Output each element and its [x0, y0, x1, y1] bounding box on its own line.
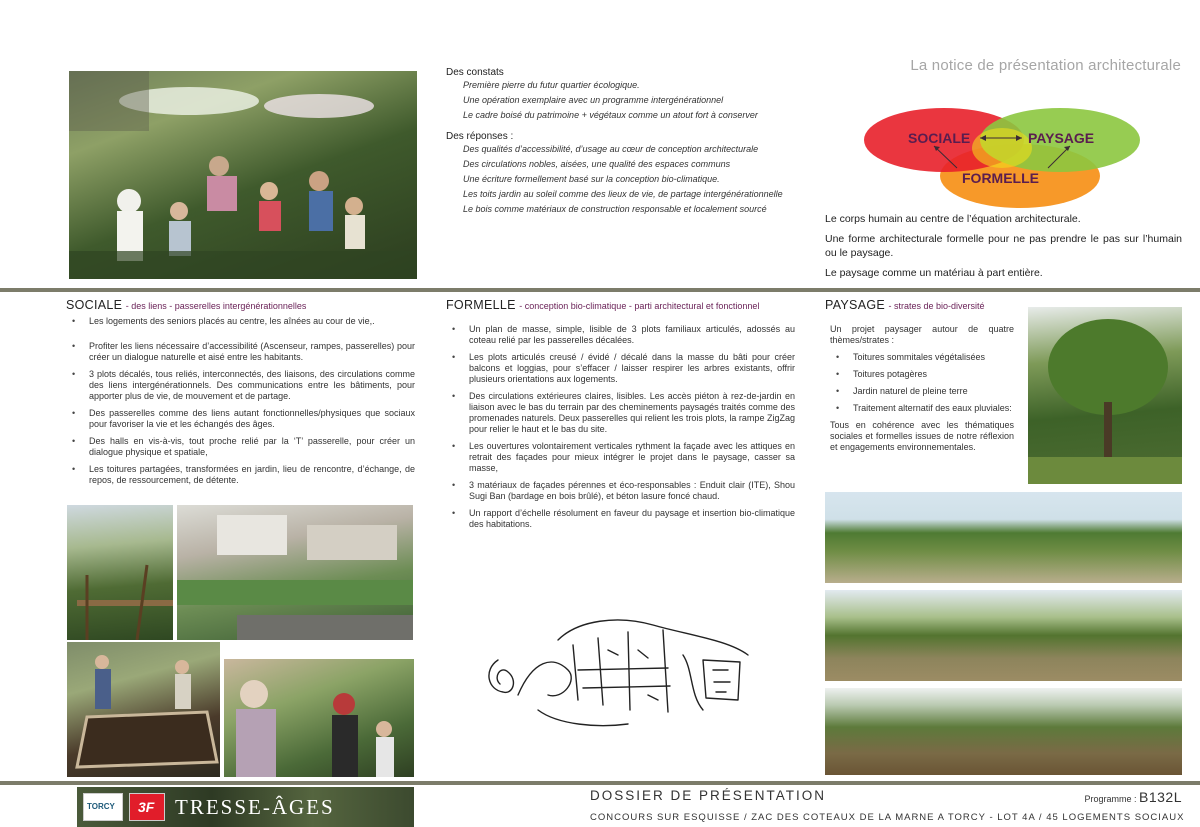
reponse-item: Le bois comme matériaux de construction responsable et localement sourcé: [463, 204, 767, 214]
sociale-heading-title: SOCIALE: [66, 298, 123, 312]
list-item: • Jardin naturel de pleine terre: [830, 386, 1014, 397]
list-item: • Toitures potagères: [830, 369, 1014, 380]
paysage-outro: Tous en cohérence avec les thématiques sociales et formelles issues de notre réflexion et engagements environnementales.: [830, 420, 1014, 452]
site-panorama-photo-1: [825, 492, 1182, 583]
sociale-heading: [66, 298, 306, 312]
list-item: • Un rapport d’échelle résolument en faveur du paysage et insertion bio-climatique des habitations.: [446, 508, 795, 530]
paysage-heading-title: PAYSAGE: [825, 298, 885, 312]
list-item: • Toitures sommitales végétalisées: [830, 352, 1014, 363]
programme-label: Programme :: [1084, 794, 1137, 804]
oak-tree-photo: [1028, 307, 1182, 484]
intergenerational-garden-photo: [69, 71, 417, 279]
constat-item: Une opération exemplaire avec un programme intergénérationnel: [463, 95, 724, 105]
formelle-heading: [446, 298, 759, 312]
reponse-item: Les toits jardin au soleil comme des lieux de vie, de partage intergénérationnelle: [463, 189, 783, 199]
programme-code: B132L: [1139, 789, 1182, 805]
list-item: • 3 matériaux de façades pérennes et éco-responsables : Enduit clair (ITE), Shou Sugi Ban (bardage en bois brûlé), et béton lasure foncé chaud.: [446, 480, 795, 502]
list-item: • Des passerelles comme des liens autant fonctionnelles/physiques que sociaux pour favoriser la vie et les échangés des âges.: [66, 408, 415, 430]
section-divider-top: [0, 288, 1200, 292]
reponse-item: Des circulations nobles, aisées, une qualité des espaces communs: [463, 159, 731, 169]
reponse-item: Une écriture formellement basé sur la conception bio-climatique.: [463, 174, 720, 184]
torcy-logo: [83, 793, 123, 821]
list-item: • Des circulations extérieures claires, lisibles. Les accès piéton à rez-de-jardin en liaison avec le bas du terrain par des cheminements paysagés traités comme des promenades naturels. Deux passerelles qui relient les trois plots, la rampe ZigZag pour relier le haut et le bas du site.: [446, 391, 795, 435]
list-item: • Les logements des seniors placés au centre, les aînées au cour de vie,.: [66, 316, 415, 327]
paysage-text: [830, 324, 1014, 453]
programme-info: [1084, 789, 1182, 805]
concours-subtitle: CONCOURS SUR ESQUISSE / ZAC DES COTEAUX DE LA MARNE A TORCY - LOT 4A / 45 LOGEMENTS SOCIAUX: [590, 812, 1185, 823]
list-item: • Profiter les liens nécessaire d’accessibilité (Ascenseur, rampes, passerelles) pour créer un dialogue naturelle et aisé entre les habitants.: [66, 341, 415, 363]
side-statement: Une forme architecturale formelle pour ne pas prendre le pas sur l’humain ou le paysage.: [825, 233, 1182, 259]
list-item: • Des halls en vis-à-vis, tout proche relié par la ‘T’ passerelle, pour créer un dialogue physique et spatiale,: [66, 436, 415, 458]
garden-scene-illustration: [69, 71, 417, 279]
3f-logo-text: 3F: [138, 799, 155, 815]
intergenerational-activity-photo: [224, 659, 414, 777]
brand-title: TRESSE-ÂGES: [175, 795, 335, 819]
brand-band: [77, 787, 414, 827]
venn-label-sociale: SOCIALE: [908, 130, 971, 146]
venn-label-paysage: PAYSAGE: [1028, 130, 1095, 146]
list-item: • Traitement alternatif des eaux pluviales:: [830, 403, 1014, 414]
list-item: • Les toitures partagées, transformées en jardin, lieu de rencontre, d’échange, de repos, de ressourcement, de détente.: [66, 464, 415, 486]
paysage-heading: [825, 298, 985, 312]
reponse-item: Des qualités d’accessibilité, d’usage au cœur de conception architecturale: [463, 144, 759, 154]
list-item: • Un plan de masse, simple, lisible de 3 plots familiaux articulés, adossés au coteau relié par les passerelles décalées.: [446, 324, 795, 346]
paysage-list: [830, 352, 1014, 414]
constats-title: Des constats: [446, 67, 504, 78]
formelle-list: [446, 324, 795, 536]
list-item: • 3 plots décalés, tous reliés, interconnectés, des liaisons, des circulations comme des liens intergénérationnels. Des communications entre les bâtiments, pour apporter plus de vie, de mouvement et de partage.: [66, 369, 415, 402]
sociale-list: [66, 316, 415, 492]
3f-logo: [129, 793, 165, 821]
side-statement: Le corps humain au centre de l’équation architecturale.: [825, 213, 1081, 225]
venn-diagram: [862, 102, 1144, 210]
torcy-logo-text: TORCY: [87, 802, 115, 811]
raised-planter-photo: [67, 642, 220, 777]
site-panorama-photo-3: [825, 688, 1182, 775]
reponses-block: [446, 131, 816, 217]
formelle-heading-title: FORMELLE: [446, 298, 516, 312]
venn-label-formelle: FORMELLE: [962, 170, 1039, 186]
constats-block: [446, 67, 786, 123]
constat-item: Première pierre du futur quartier écologique.: [463, 80, 640, 90]
formelle-heading-sub: - conception bio-climatique - parti architectural et fonctionnel: [519, 301, 760, 311]
list-item: • Les plots articulés creusé / évidé / décalé dans la masse du bâti pour créer balcons et loggias, pour s’effacer / laisser respirer les arbres existants, offrir plusieurs orientations aux logements.: [446, 352, 795, 385]
sociale-heading-sub: - des liens - passerelles intergénérationnelles: [125, 301, 307, 311]
dossier-title: DOSSIER DE PRÉSENTATION: [590, 788, 827, 803]
roof-garden-photo: [177, 505, 413, 640]
section-divider-bottom: [0, 781, 1200, 785]
concept-sketch: [478, 600, 763, 740]
side-statement: Le paysage comme un matériau à part entière.: [825, 267, 1043, 279]
reponses-title: Des réponses :: [446, 131, 514, 142]
constat-item: Le cadre boisé du patrimoine + végétaux comme un atout fort à conserver: [463, 110, 758, 120]
document-title: La notice de présentation architecturale: [910, 57, 1181, 74]
site-panorama-photo-2: [825, 590, 1182, 681]
side-statements: [825, 212, 1182, 280]
paysage-heading-sub: - strates de bio-diversité: [888, 301, 985, 311]
paysage-intro: Un projet paysager autour de quatre thèmes/strates :: [830, 324, 1014, 345]
wooded-walkway-photo: [67, 505, 173, 640]
list-item: • Les ouvertures volontairement verticales rythment la façade avec les attiques en retrait des façades pour mieux intégrer le projet dans le paysage, casser sa masse,: [446, 441, 795, 474]
